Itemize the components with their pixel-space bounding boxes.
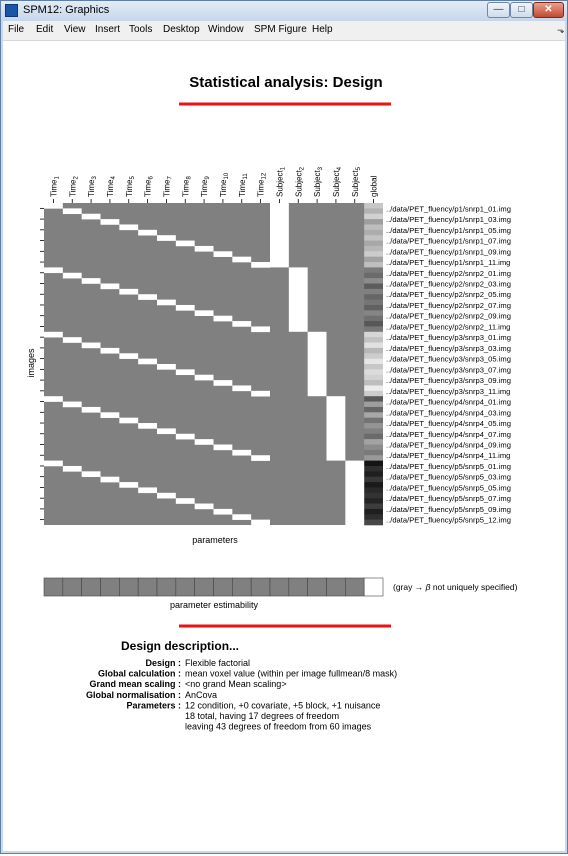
time-indicator (101, 348, 120, 354)
time-indicator (82, 278, 101, 284)
global-cell (364, 514, 383, 520)
global-cell (364, 321, 383, 327)
time-indicator (176, 305, 195, 311)
global-cell (364, 235, 383, 241)
subject-block (327, 396, 346, 460)
global-cell (364, 493, 383, 499)
column-labels (49, 166, 378, 197)
description-value: Flexible factorial (185, 658, 251, 668)
estimability-cell (251, 578, 270, 596)
column-label: Subject$_1$ (275, 166, 287, 197)
global-cell (364, 445, 383, 451)
global-cell (364, 310, 383, 316)
design-matrix[interactable] (40, 199, 383, 525)
matlab-icon (5, 4, 18, 17)
time-indicator (195, 439, 214, 445)
menu-view[interactable]: View (64, 24, 86, 35)
global-cell (364, 284, 383, 290)
global-cell (364, 353, 383, 359)
global-cell (364, 343, 383, 349)
estimability-cell (176, 578, 195, 596)
global-cell (364, 487, 383, 493)
column-label: Time$_6$ (143, 176, 155, 197)
title-bar[interactable] (1, 1, 567, 21)
estimability-cell (157, 578, 176, 596)
row-label: ../data/PET_fluency/p1/snrp1_05.img (386, 225, 511, 235)
arrow-dock-icon[interactable]: ⬎ (557, 25, 565, 35)
estimability-cell (63, 578, 82, 596)
time-indicator (176, 434, 195, 440)
estimability-cell (270, 578, 289, 596)
time-indicator (138, 230, 157, 236)
time-indicator (195, 246, 214, 252)
global-cell (364, 391, 383, 397)
global-cell (364, 369, 383, 375)
global-cell (364, 477, 383, 483)
time-indicator (214, 509, 233, 515)
global-cell (364, 412, 383, 418)
page-title: Statistical analysis: Design (189, 74, 383, 91)
estimability-cell (138, 578, 157, 596)
time-indicator (232, 450, 251, 456)
column-label: Subject$_4$ (331, 166, 343, 197)
row-label: ../data/PET_fluency/p2/snrp2_09.img (386, 311, 511, 321)
row-label: ../data/PET_fluency/p1/snrp1_01.img (386, 204, 511, 214)
row-label: ../data/PET_fluency/p5/snrp5_09.img (386, 504, 511, 514)
global-cell (364, 348, 383, 354)
time-indicator (232, 321, 251, 327)
menu-spm-figure[interactable]: SPM Figure (254, 24, 307, 35)
global-cell (364, 359, 383, 365)
maximize-button[interactable]: □ (510, 2, 533, 18)
global-cell (364, 203, 383, 209)
time-indicator (119, 224, 138, 230)
row-label: ../data/PET_fluency/p5/snrp5_03.img (386, 472, 511, 482)
global-cell (364, 498, 383, 504)
global-cell (364, 396, 383, 402)
description-key: Grand mean scaling : (89, 679, 181, 690)
row-label: ../data/PET_fluency/p2/snrp2_05.img (386, 290, 511, 300)
parameter-estimability-bar[interactable] (44, 578, 383, 596)
time-indicator (101, 412, 120, 418)
global-cell (364, 337, 383, 343)
time-indicator (44, 396, 63, 402)
time-indicator (44, 203, 63, 209)
global-cell (364, 434, 383, 440)
estimability-cell (232, 578, 251, 596)
global-cell (364, 439, 383, 445)
time-indicator (251, 326, 270, 332)
menu-file[interactable]: File (8, 24, 25, 35)
global-cell (364, 455, 383, 461)
time-indicator (214, 445, 233, 451)
global-cell (364, 450, 383, 456)
row-label: ../data/PET_fluency/p1/snrp1_09.img (386, 247, 511, 257)
row-label: ../data/PET_fluency/p2/snrp2_07.img (386, 300, 511, 310)
global-cell (364, 504, 383, 510)
row-label: ../data/PET_fluency/p2/snrp2_01.img (386, 268, 511, 278)
global-cell (364, 241, 383, 247)
global-cell (364, 509, 383, 515)
column-label: global (369, 175, 379, 197)
row-label: ../data/PET_fluency/p4/snrp4_07.img (386, 429, 511, 439)
row-label: ../data/PET_fluency/p4/snrp4_11.img (386, 451, 511, 461)
column-label: Time$_1$ (49, 176, 61, 197)
time-indicator (82, 471, 101, 477)
description-key: Global normalisation : (85, 689, 181, 700)
row-label: ../data/PET_fluency/p1/snrp1_03.img (386, 215, 511, 225)
column-label: Subject$_5$ (350, 166, 362, 197)
time-indicator (195, 375, 214, 381)
time-indicator (251, 391, 270, 397)
menu-insert[interactable]: Insert (95, 24, 121, 35)
global-cell (364, 418, 383, 424)
description-value: AnCova (185, 689, 218, 700)
global-cell (364, 326, 383, 332)
estimability-cell (327, 578, 346, 596)
global-cell (364, 208, 383, 214)
time-indicator (157, 364, 176, 370)
subject-block (308, 332, 327, 396)
time-indicator (44, 332, 63, 338)
time-indicator (176, 241, 195, 247)
estimability-cell (308, 578, 327, 596)
time-indicator (119, 482, 138, 488)
estimability-cell (44, 578, 63, 596)
global-cell (364, 273, 383, 279)
x-axis-label: parameters (192, 535, 238, 545)
time-indicator (214, 251, 233, 257)
time-indicator (82, 214, 101, 220)
time-indicator (82, 407, 101, 413)
menu-desktop[interactable]: Desktop (163, 24, 200, 35)
global-cell (364, 380, 383, 386)
menu-bar (3, 21, 565, 41)
y-axis-label: images (26, 348, 36, 378)
row-label: ../data/PET_fluency/p5/snrp5_05.img (386, 483, 511, 493)
time-indicator (214, 316, 233, 322)
row-label: ../data/PET_fluency/p2/snrp2_11.img (386, 322, 511, 332)
design-description (86, 658, 397, 732)
description-value: <no grand Mean scaling> (185, 679, 287, 690)
global-cell (364, 332, 383, 338)
global-cell (364, 471, 383, 477)
global-cell (364, 251, 383, 257)
time-indicator (195, 504, 214, 510)
subject-block (289, 267, 308, 331)
column-label: Time$_3$ (87, 176, 99, 197)
global-cell (364, 267, 383, 273)
time-indicator (232, 257, 251, 263)
time-indicator (232, 514, 251, 520)
menu-edit[interactable]: Edit (36, 24, 54, 35)
time-indicator (119, 418, 138, 424)
global-cell (364, 246, 383, 252)
row-label: ../data/PET_fluency/p1/snrp1_07.img (386, 236, 511, 246)
global-cell (364, 300, 383, 306)
row-label: ../data/PET_fluency/p3/snrp3_09.img (386, 376, 511, 386)
description-key: Design : (145, 658, 181, 668)
row-label: ../data/PET_fluency/p3/snrp3_05.img (386, 354, 511, 364)
time-indicator (44, 267, 63, 273)
global-cell (364, 230, 383, 236)
row-label: ../data/PET_fluency/p4/snrp4_05.img (386, 419, 511, 429)
menu-help[interactable]: Help (312, 24, 333, 35)
time-indicator (63, 337, 82, 343)
row-label: ../data/PET_fluency/p3/snrp3_03.img (386, 343, 511, 353)
description-key: Global calculation : (97, 668, 181, 679)
time-indicator (157, 235, 176, 241)
time-indicator (251, 455, 270, 461)
time-indicator (119, 289, 138, 295)
row-label: ../data/PET_fluency/p3/snrp3_07.img (386, 365, 511, 375)
time-indicator (195, 310, 214, 316)
global-cell (364, 224, 383, 230)
global-cell (364, 423, 383, 429)
estimability-cell (82, 578, 101, 596)
row-label: ../data/PET_fluency/p4/snrp4_01.img (386, 397, 511, 407)
estimability-note: (gray → β not uniquely specified) (393, 582, 518, 592)
estimability-cell (101, 578, 120, 596)
global-cell (364, 375, 383, 381)
time-indicator (44, 461, 63, 467)
column-label: Time$_{10}$ (218, 172, 230, 197)
row-label: ../data/PET_fluency/p5/snrp5_01.img (386, 461, 511, 471)
estimability-label: parameter estimability (169, 600, 259, 610)
global-cell (364, 262, 383, 268)
global-cell (364, 278, 383, 284)
estimability-cell (289, 578, 308, 596)
global-cell (364, 289, 383, 295)
global-cell (364, 257, 383, 263)
menu-tools[interactable]: Tools (129, 24, 153, 35)
row-label: ../data/PET_fluency/p4/snrp4_03.img (386, 408, 511, 418)
estimability-cell (195, 578, 214, 596)
global-cell (364, 402, 383, 408)
global-cell (364, 305, 383, 311)
global-cell (364, 461, 383, 467)
time-indicator (176, 369, 195, 375)
window-title: SPM12: Graphics (23, 4, 110, 16)
time-indicator (157, 428, 176, 434)
description-value: leaving 43 degrees of freedom from 60 images (185, 721, 372, 732)
time-indicator (119, 353, 138, 359)
estimability-cell (214, 578, 233, 596)
global-cell (364, 219, 383, 225)
time-indicator (101, 477, 120, 483)
time-indicator (63, 273, 82, 279)
estimability-cell (345, 578, 364, 596)
description-key: Parameters : (126, 700, 181, 711)
time-indicator (232, 385, 251, 391)
column-label: Time$_2$ (68, 176, 80, 197)
time-indicator (214, 380, 233, 386)
time-indicator (176, 498, 195, 504)
time-indicator (251, 262, 270, 268)
estimability-cell (364, 578, 383, 596)
global-cell (364, 385, 383, 391)
global-cell (364, 214, 383, 220)
global-cell (364, 520, 383, 526)
time-indicator (63, 466, 82, 472)
global-cell (364, 407, 383, 413)
estimability-cell (119, 578, 138, 596)
design-figure (3, 41, 565, 851)
time-indicator (63, 208, 82, 214)
menu-window[interactable]: Window (208, 24, 244, 35)
time-indicator (138, 487, 157, 493)
column-label: Time$_5$ (124, 176, 136, 197)
time-indicator (101, 219, 120, 225)
global-cell (364, 428, 383, 434)
time-indicator (63, 402, 82, 408)
column-label: Time$_{11}$ (237, 173, 249, 197)
global-cell (364, 316, 383, 322)
description-value: 18 total, having 17 degrees of freedom (185, 711, 340, 721)
time-indicator (138, 294, 157, 300)
row-label: ../data/PET_fluency/p3/snrp3_11.img (386, 386, 511, 396)
global-cell (364, 482, 383, 488)
time-indicator (138, 423, 157, 429)
minimize-button[interactable]: — (487, 2, 510, 18)
global-cell (364, 364, 383, 370)
description-title: Design description... (121, 639, 240, 653)
row-labels (386, 204, 511, 524)
row-label: ../data/PET_fluency/p5/snrp5_07.img (386, 494, 511, 504)
column-label: Subject$_2$ (294, 166, 306, 197)
column-label: Subject$_3$ (313, 166, 325, 197)
column-label: Time$_9$ (200, 176, 212, 197)
time-indicator (138, 359, 157, 365)
row-label: ../data/PET_fluency/p5/snrp5_12.img (386, 515, 511, 525)
time-indicator (82, 343, 101, 349)
column-label: Time$_4$ (105, 176, 117, 197)
figure-canvas (3, 41, 565, 851)
description-value: mean voxel value (within per image fullmean/8 mask) (185, 668, 398, 679)
column-label: Time$_8$ (181, 176, 193, 197)
time-indicator (251, 520, 270, 526)
column-label: Time$_{12}$ (256, 172, 268, 197)
row-label: ../data/PET_fluency/p4/snrp4_09.img (386, 440, 511, 450)
subject-block (270, 203, 289, 267)
subject-block (345, 461, 364, 525)
row-label: ../data/PET_fluency/p3/snrp3_01.img (386, 333, 511, 343)
global-cell (364, 294, 383, 300)
description-value: 12 condition, +0 covariate, +5 block, +1 nuisance (185, 700, 381, 711)
global-cell (364, 466, 383, 472)
row-label: ../data/PET_fluency/p2/snrp2_03.img (386, 279, 511, 289)
close-button[interactable]: ✕ (533, 2, 564, 18)
time-indicator (157, 300, 176, 306)
column-label: Time$_7$ (162, 176, 174, 197)
time-indicator (157, 493, 176, 499)
time-indicator (101, 284, 120, 290)
row-label: ../data/PET_fluency/p1/snrp1_11.img (386, 258, 511, 268)
